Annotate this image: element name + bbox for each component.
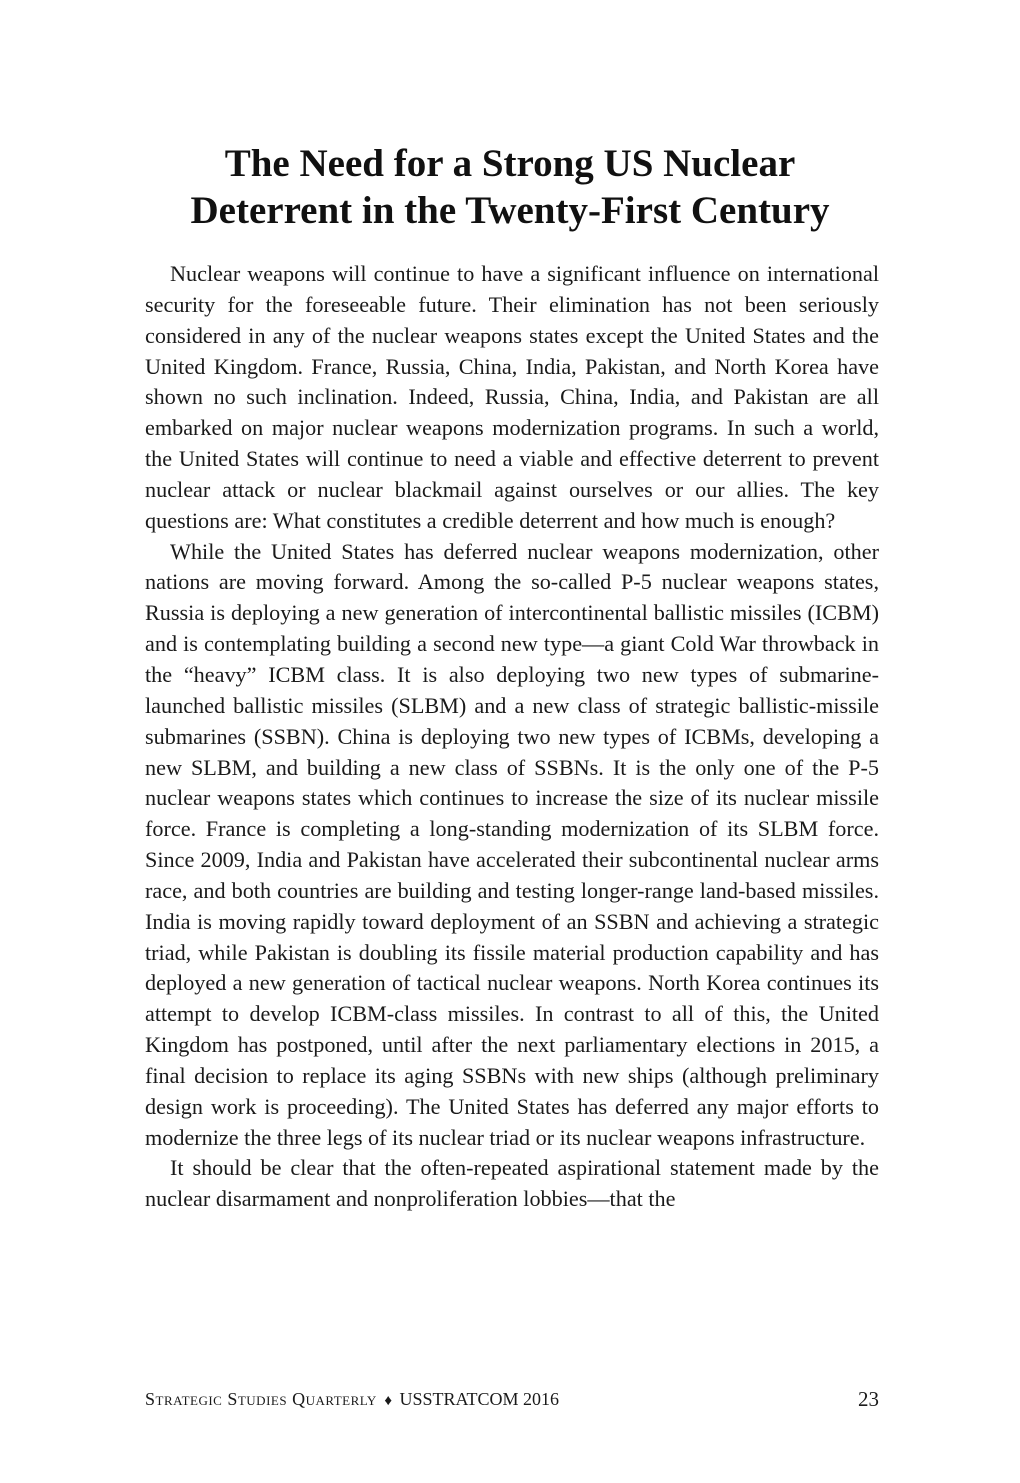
- page-footer: [145, 1384, 879, 1414]
- paragraph-3: It should be clear that the often-repeated aspirational statement made by the nuclear disarmament and nonproliferation lobbies—that the: [145, 1155, 879, 1212]
- journal-name: Strategic Studies Quarterly: [145, 1389, 377, 1409]
- diamond-separator-icon: ♦: [384, 1393, 392, 1409]
- title-line-1: The Need for a Strong US Nuclear: [224, 142, 796, 185]
- issue-label: USSTRATCOM 2016: [399, 1389, 560, 1409]
- page-number: 23: [858, 1387, 879, 1411]
- article-body: [145, 259, 879, 1215]
- running-footer: [145, 1384, 559, 1416]
- paragraph-2: While the United States has deferred nuclear weapons modernization, other nations are moving forward. Among the so-called P-5 nuclear weapons states, Russia is deploying a new generation of intercontinental ballistic missiles (ICBM) and is contemplating building a second new type—a giant Cold War throwback in the “heavy” ICBM class. It is also deploying two new types of submarine-launched ballistic missiles (SLBM) and a new class of strategic ballistic-missile submarines (SSBN). China is deploying two new types of ICBMs, developing a new SLBM, and building a new class of SSBNs. It is the only one of the P-5 nuclear weapons states which continues to increase the size of its nuclear missile force. France is completing a long-standing modernization of its SLBM force. Since 2009, India and Pakistan have accelerated their subcontinental nuclear arms race, and both countries are building and testing longer-range land-based missiles. India is moving rapidly toward deployment of an SSBN and achieving a strategic triad, while Pakistan is doubling its fissile material production capability and has deployed a new generation of tactical nuclear weapons. North Korea continues its attempt to develop ICBM-class missiles. In contrast to all of this, the United Kingdom has postponed, until after the next parliamentary elections in 2015, a final decision to replace its aging SSBNs with new ships (although preliminary design work is proceeding). The United States has deferred any major efforts to modernize the three legs of its nuclear triad or its nuclear weapons infrastructure.: [145, 538, 879, 1150]
- article-title: [130, 140, 890, 234]
- paragraph-1: Nuclear weapons will continue to have a significant influence on international security for the foreseeable future. Their elimination has not been seriously considered in any of the nuclear weapons states except the United States and the United Kingdom. France, Russia, China, India, Pakistan, and North Korea have shown no such inclination. Indeed, Russia, China, India, and Pakistan are all embarked on major nuclear weapons modernization programs. In such a world, the United States will continue to need a viable and effective deterrent to prevent nuclear attack or nuclear blackmail against ourselves or our allies. The key questions are: What constitutes a credible deterrent and how much is enough?: [145, 261, 879, 533]
- title-line-2: Deterrent in the Twenty-First Century: [190, 189, 830, 232]
